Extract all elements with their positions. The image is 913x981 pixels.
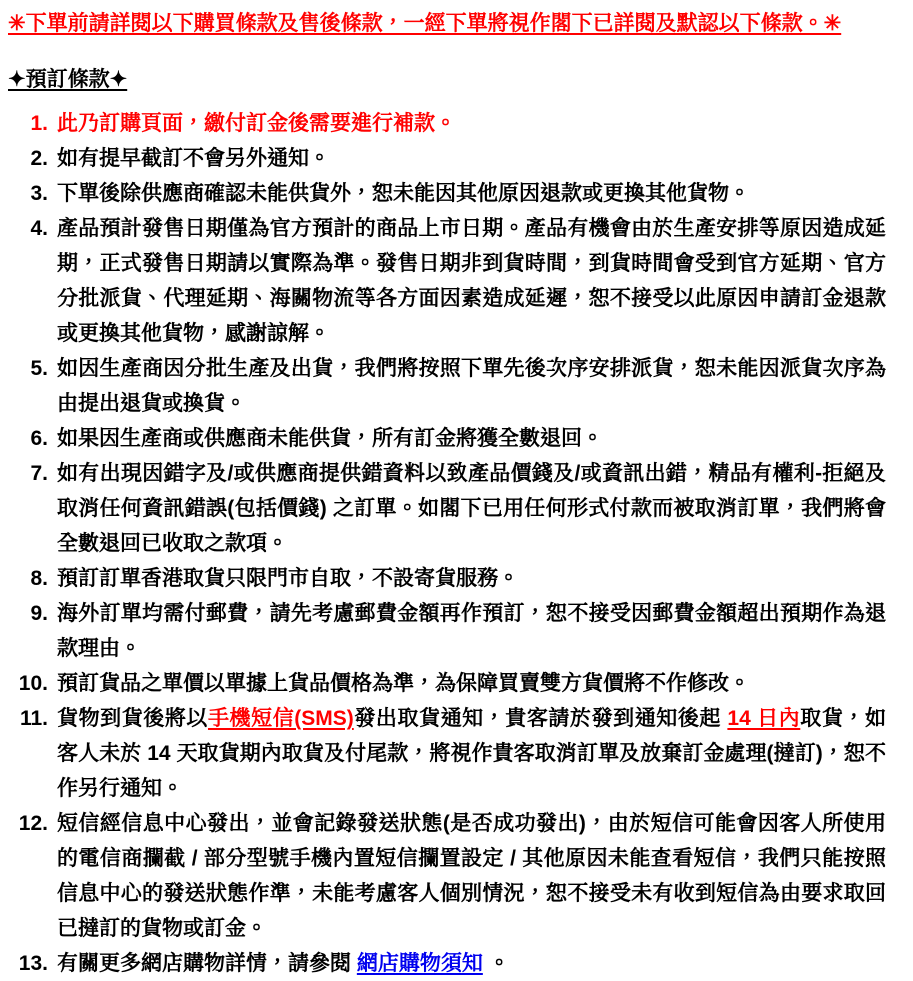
term-number: 12. [18,812,48,835]
term-text: 如有提早截訂不會另外通知。 [57,147,330,170]
term-number: 6. [30,427,48,450]
store-shopping-notice-link[interactable]: 網店購物須知 [356,952,483,975]
term-content [57,421,886,456]
term-content [57,561,886,596]
term-content [57,176,886,211]
term-item [8,666,886,701]
term-content [57,106,886,141]
term-content [57,141,886,176]
term-item [8,701,886,806]
term-number: 2. [30,147,48,170]
term-number: 1. [30,112,48,135]
term-number: 3. [30,182,48,205]
term-content [57,596,886,666]
section-title: ✦預訂條款✦ [8,68,128,91]
term-text: 短信經信息中心發出，並會記錄發送狀態(是否成功發出)，由於短信可能會因客人所使用的電信商攔截 / 部分型號手機內置短信攔置設定 / 其他原因未能查看短信，我們只能按照信息中心的發送狀態作準，未能考慮客人個別情況，恕不接受未有收到短信為由要求取回已撻訂的貨物或訂金。 [57,812,886,940]
term-number: 5. [30,357,48,380]
term-number: 8. [30,567,48,590]
term-text: 。 [482,952,510,975]
term-text: 如果因生產商或供應商未能供貨，所有訂金將獲全數退回。 [57,427,603,450]
sms-notice-emphasis: 手機短信(SMS) [207,707,354,730]
term-content [57,666,886,701]
term-item [8,106,886,141]
term-text: 發出取貨通知，貴客請於發到通知後起 [353,707,728,730]
pickup-deadline-emphasis: 14 日內 [727,707,801,730]
term-content [57,211,886,351]
term-text: 海外訂單均需付郵費，請先考慮郵費金額再作預訂，恕不接受因郵費金額超出預期作為退款理由。 [57,602,886,660]
term-number: 9. [30,602,48,625]
term-number: 4. [30,217,48,240]
term-item [8,806,886,946]
term-text: 下單後除供應商確認未能供貨外，恕未能因其他原因退款或更換其他貨物。 [57,182,750,205]
term-number: 11. [19,707,48,730]
term-text: 有關更多網店購物詳情，請參閱 [57,952,357,975]
term-item [8,456,886,561]
term-content [57,456,886,561]
term-content [57,806,886,946]
term-text: 取貨，如客人未於 14 天取貨期內取貨及付尾款，將視作貴客取消訂單及放棄訂金處理(撻訂)，恕不作另行通知。 [57,707,887,800]
term-item [8,351,886,421]
term-content [57,946,886,981]
term-item [8,946,886,981]
term-content [57,351,886,421]
term-text: 如有出現因錯字及/或供應商提供錯資料以致產品價錢及/或資訊出錯，精品有權利-拒絕及取消任何資訊錯誤(包括價錢) 之訂單。如閣下已用任何形式付款而被取消訂單，我們將會全數退回已收取之款項。 [57,462,886,555]
term-item [8,141,886,176]
term-item [8,211,886,351]
term-content [57,701,886,806]
term-item [8,421,886,456]
term-item [8,596,886,666]
term-item [8,561,886,596]
term-number: 10. [18,672,48,695]
term-text: 如因生產商因分批生產及出貨，我們將按照下單先後次序安排派貨，恕未能因派貨次序為由提出退貨或換貨。 [57,357,886,415]
term-text: 預訂訂單香港取貨只限門市自取，不設寄貨服務。 [57,567,519,590]
terms-list [8,106,886,981]
term-text: 貨物到貨後將以 [57,707,208,730]
term-item [8,176,886,211]
term-number: 13. [18,952,48,975]
term-text: 預訂貨品之單價以單據上貨品價格為準，為保障買賣雙方貨價將不作修改。 [57,672,750,695]
term-number: 7. [30,462,48,485]
pre-order-warning-banner: ✳下單前請詳閱以下購買條款及售後條款，一經下單將視作閣下已詳閱及默認以下條款。✳ [8,12,842,35]
term-text: 產品預計發售日期僅為官方預計的商品上市日期。產品有機會由於生產安排等原因造成延期，正式發售日期請以實際為準。發售日期非到貨時間，到貨時間會受到官方延期、官方分批派貨、代理延期、海關物流等各方面因素造成延遲，恕不接受以此原因申請訂金退款或更換其他貨物，感謝諒解。 [57,217,886,345]
term-text: 此乃訂購頁面，繳付訂金後需要進行補款。 [57,112,456,135]
